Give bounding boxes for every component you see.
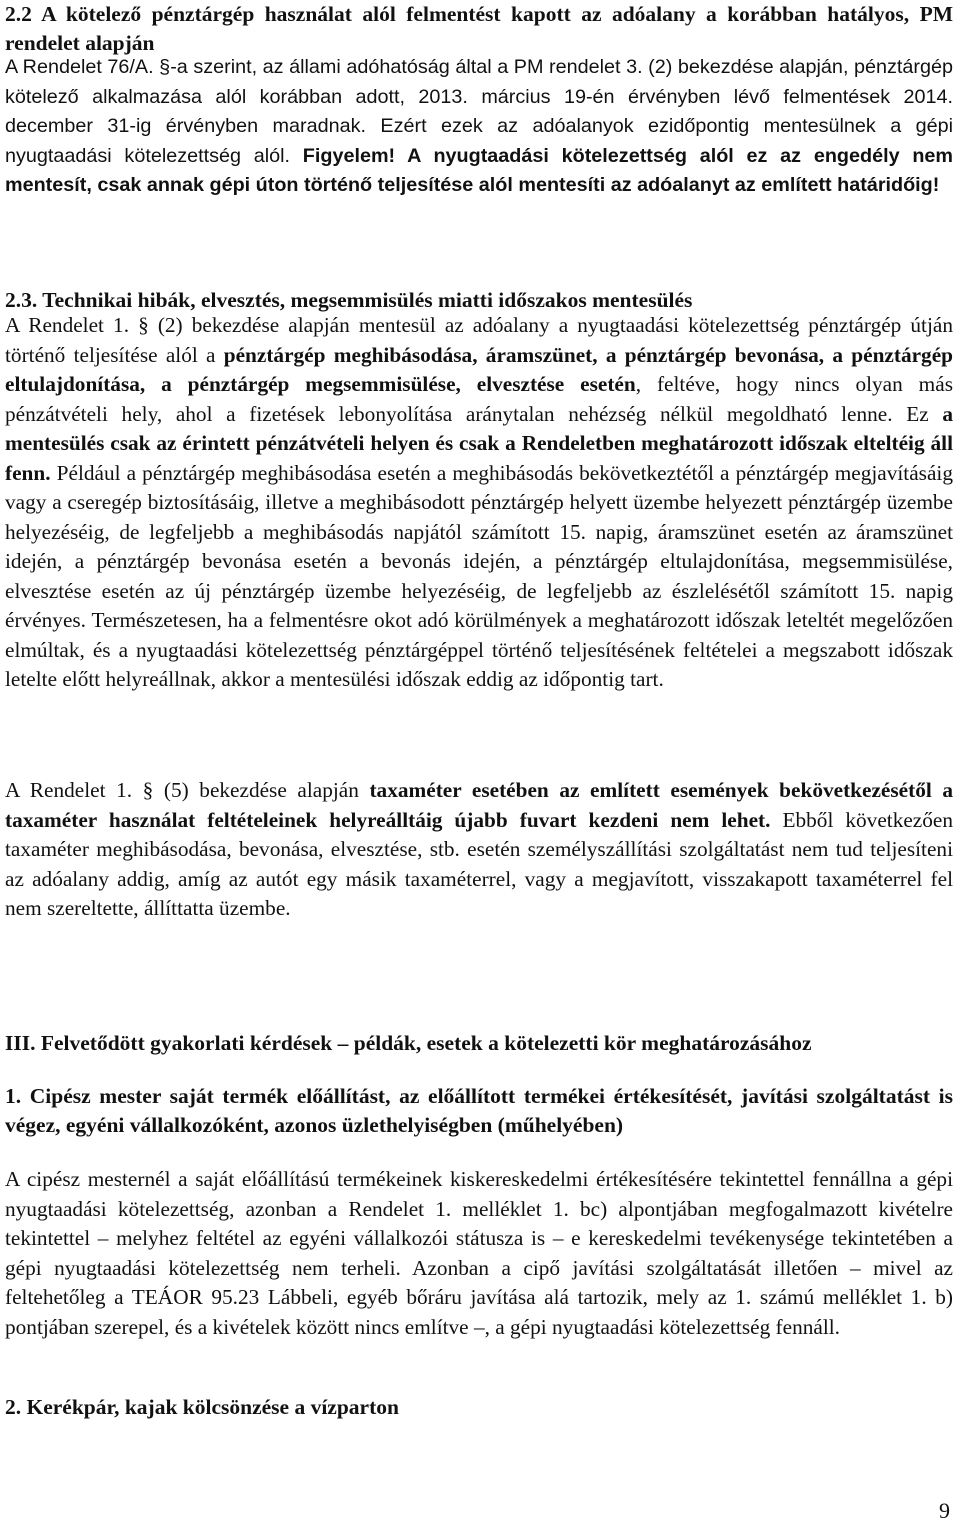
section-2-3-text-4: A Rendelet 1. § (5) bekezdése alapján: [5, 778, 370, 802]
question-1-text: A cipész mesternél a saját előállítású termékeinek kiskereskedelmi értékesítésére tekintettel fennállna a gépi nyugtaadási kötelezettség, azonban a Rendelet 1. melléklet 1. bc) alpontjában megfogalmazott kivételre tekintettel – melyhez feltétel az egyéni vállalkozói státusza is – e kereskedelmi tevékenysége tekintetében a gépi nyugtaadási kötelezettség nem terheli. Azonban a cipő javítási szolgáltatását illetően – mivel az feltehetőleg a TEÁOR 95.23 Lábbeli, egyéb bőráru javítása alá tartozik, mely az 1. számú melléklet 1. b) pontjában szerepel, és a kivételek között nincs említve –, a gépi nyugtaadási kötelezettség fennáll.: [5, 1167, 953, 1339]
section-2-3-text-5: Ebből következően taxaméter meghibásodása, bevonása, elvesztése, stb. esetén személyszállítási szolgáltatást nem tud teljesíteni az adóalany addig, amíg az autót egy másik taxaméterrel, vagy a megjavított, visszakapott taxaméterrel fel nem szereltette, állíttatta üzembe.: [5, 807, 954, 920]
question-2-heading: 2. Kerékpár, kajak kölcsönzése a vízparton: [5, 1395, 399, 1419]
question-1-heading: 1. Cipész mester saját termék előállítást, az előállított termékei értékesítését, javítási szolgáltatást is végez, egyéni vállalkozóként, azonos üzlethelyiségben (műhelyében): [5, 1084, 953, 1137]
section-2-3-text-2: , feltéve, hogy nincs olyan más pénzátvételi hely, ahol a fizetések lebonyolítása aránytalan nehézség nélkül megoldható lenne. Ez: [5, 372, 953, 426]
section-2-3-bold-1: pénztárgép meghibásodása, áramszünet, a pénztárgép bevonása, a pénztárgép eltulajdonítása, a pénztárgép megsemmisülése, elvesztése esetén: [5, 342, 954, 396]
section-2-2-paragraph: [5, 53, 953, 201]
section-2-2-text: A Rendelet 76/A. §-a szerint, az állami adóhatóság által a PM rendelet 3. (2) bekezdése alapján, pénztárgép kötelező alkalmazása alól korábban adott, 2013. március 19-én érvényben lévő felmentések 2014. december 31-ig érvényben maradnak. Ezért ezek az adóalanyok ezidőpontig mentesülnek a gépi nyugtaadási kötelezettség alól.: [5, 56, 953, 167]
section-III-heading: III. Felvetődött gyakorlati kérdések – példák, esetek a kötelezetti kör meghatározásához: [5, 1031, 812, 1055]
figyelem-label: Figyelem!: [302, 144, 396, 167]
section-2-2-heading: 2.2 A kötelező pénztárgép használat alól felmentést kapott az adóalany a korábban hatályos, PM rendelet alapján: [5, 2, 953, 55]
section-2-2-bold-text: A nyugtaadási kötelezettség alól ez az engedély nem mentesít, csak annak gépi úton történő teljesítése alól mentesíti az adóalanyt az említett határidőig!: [5, 144, 953, 196]
section-2-3-paragraph-2: [5, 776, 953, 924]
section-2-3-bold-2: a mentesülés csak az érintett pénzátvételi helyen és csak a Rendeletben meghatározott időszak elteltéig áll fenn.: [5, 401, 953, 485]
section-2-3-heading: 2.3. Technikai hibák, elvesztés, megsemmisülés miatti időszakos mentesülés: [5, 288, 693, 312]
section-2-3-paragraph-1: [5, 311, 953, 695]
section-2-3-bold-4: taxaméter esetében az említett események bekövetkezésétől a taxaméter használat feltételeinek helyreálltáig újabb fuvart kezdeni nem lehet.: [5, 778, 953, 832]
section-2-3-text-3: Például a pénztárgép meghibásodása esetén a meghibásodás bekövetkeztétől a pénztárgép megjavításáig vagy a cseregép biztosításáig, illetve a meghibásodott pénztárgép helyett üzembe helyezett pénztárgép üzembe helyezéséig, de legfeljebb a meghibásodás napjától számított 15. napig, áramszünet esetén az áramszünet idején, a pénztárgép bevonása esetén a bevonás idején, a pénztárgép eltulajdonítása, megsemmisülése, elvesztése esetén az új pénztárgép üzembe helyezéséig, de legfeljebb az észlelésétől számított 15. napig érvényes. Természetesen, ha a felmentésre okot adó körülmények a meghatározott időszak leteltét megelőzően elmúltak, és a nyugtaadási kötelezettség pénztárgéppel történő teljesítésének feltételei a megszabott időszak letelte előtt helyreállnak, akkor a mentesülési időszak eddig az időpontig tart.: [5, 460, 953, 691]
section-2-3-text-1: A Rendelet 1. § (2) bekezdése alapján mentesül az adóalany a nyugtaadási kötelezettség pénztárgép útján történő teljesítése alól a: [5, 313, 953, 367]
page-number: 9: [939, 1498, 950, 1523]
